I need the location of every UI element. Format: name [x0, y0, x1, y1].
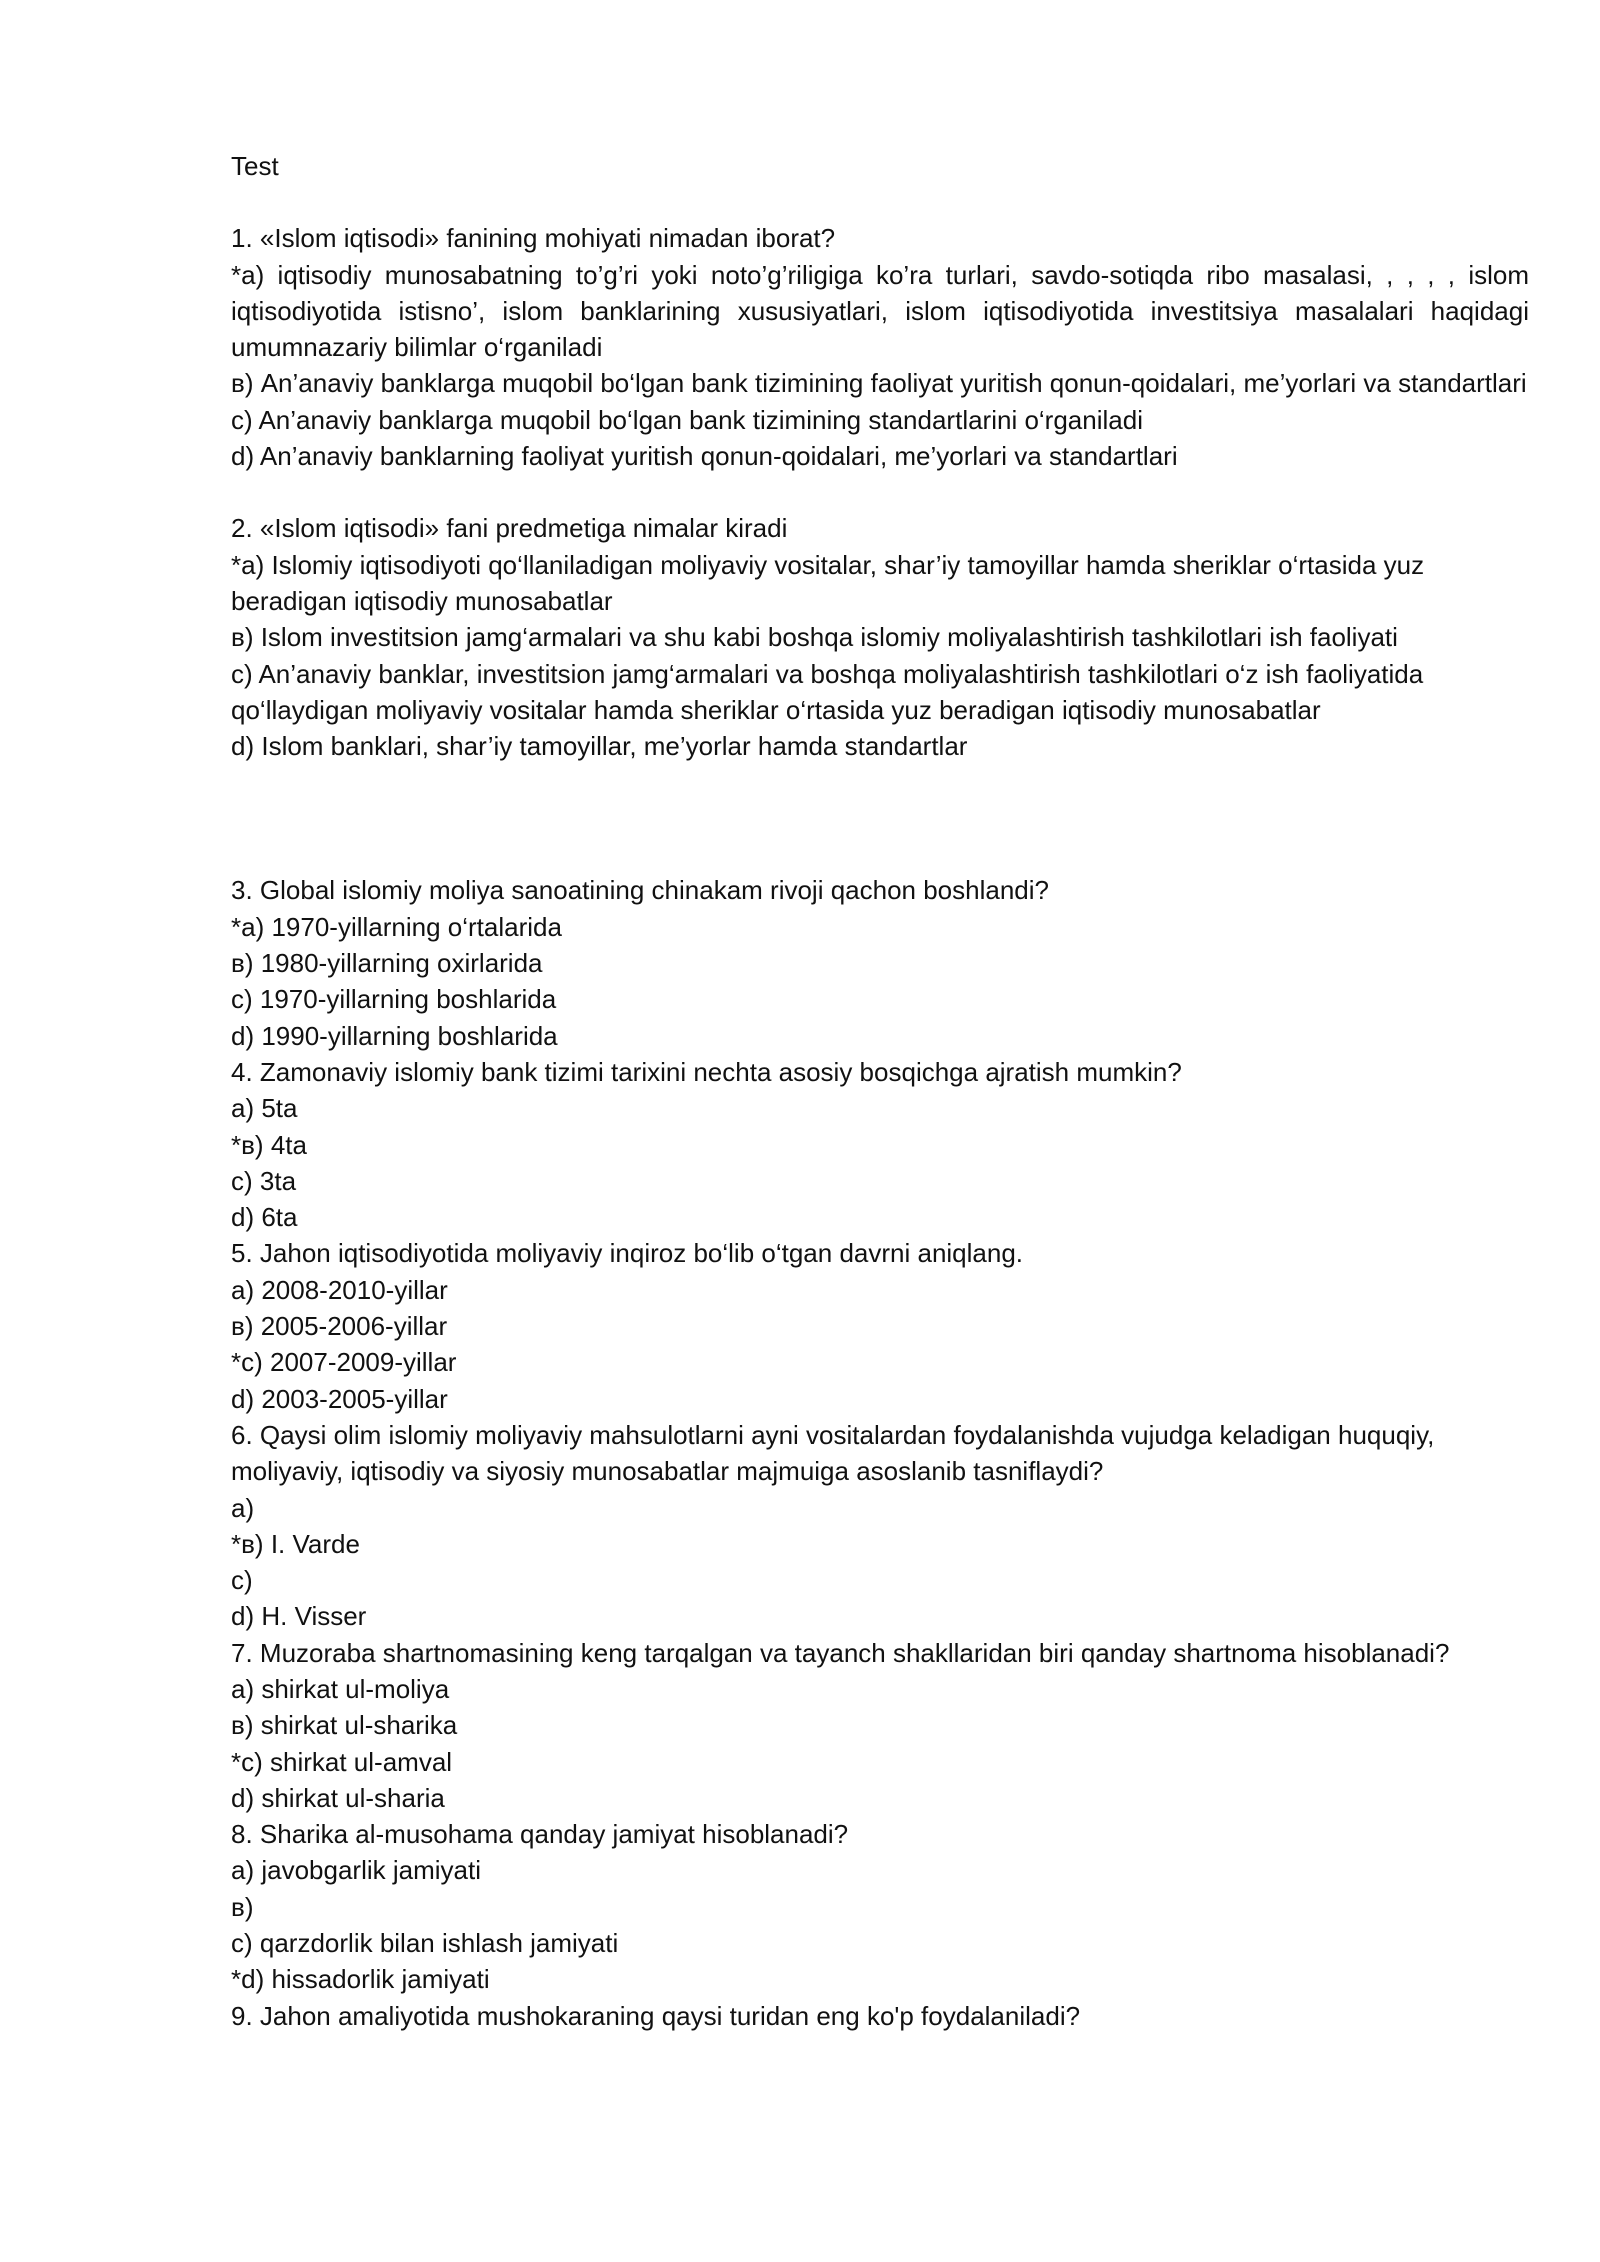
answer-b: в): [231, 1891, 254, 1922]
answer-b: в) 2005-2006-yillar: [231, 1311, 448, 1342]
question-text: 7. Muzoraba shartnomasining keng tarqalgan va tayanch shakllaridan biri qanday shartnoma hisoblanadi?: [231, 1637, 1450, 1668]
answer-b: в) shirkat ul-sharika: [231, 1710, 458, 1741]
question-6: [231, 1417, 1529, 1635]
answer-d: d) 6ta: [231, 1202, 298, 1233]
question-7: [231, 1635, 1529, 1816]
answer-c: c): [231, 1565, 253, 1596]
answer-a: a) javobgarlik jamiyati: [231, 1855, 481, 1886]
answer-a: a) 2008-2010-yillar: [231, 1274, 448, 1305]
question-text: 3. Global islomiy moliya sanoatining chinakam rivoji qachon boshlandi?: [231, 875, 1049, 906]
question-text: 9. Jahon amaliyotida mushokaraning qaysi turidan eng ko'p foydalaniladi?: [231, 2000, 1081, 2031]
question-1: [231, 220, 1529, 474]
question-9: [231, 1998, 1529, 2034]
document-title: Test: [231, 151, 279, 181]
answer-d: d) An’anaviy banklarning faoliyat yuritish qonun-qoidalari, me’yorlari va standartlari: [231, 441, 1178, 472]
answer-c: c) An’anaviy banklarga muqobil bo‘lgan bank tizimining standartlarini o‘rganiladi: [231, 404, 1143, 435]
question-4: [231, 1054, 1529, 1235]
document-page: [231, 148, 1529, 2034]
question-5: [231, 1235, 1529, 1416]
question-2: [231, 510, 1529, 764]
question-text: 5. Jahon iqtisodiyotida moliyaviy inqiroz bo‘lib o‘tgan davrni aniqlang.: [231, 1238, 1024, 1269]
answer-b: в) 1980-yillarning oxirlarida: [231, 948, 543, 979]
answer-a: *a) 1970-yillarning o‘rtalarida: [231, 911, 562, 942]
question-text: 6. Qaysi olim islomiy moliyaviy mahsulotlarni ayni vositalardan foydalanishda vujudga keladigan huquqiy, moliyaviy, iqtisodiy va siyosiy munosabatlar majmuiga asoslanib tasniflaydi?: [231, 1419, 1435, 1487]
answer-c: *c) shirkat ul-amval: [231, 1746, 453, 1777]
answer-c: c) qarzdorlik bilan ishlash jamiyati: [231, 1928, 619, 1959]
answer-a: a): [231, 1492, 255, 1523]
answer-c: c) An’anaviy banklar, investitsion jamg‘armalari va boshqa moliyalashtirish tashkilotlari o‘z ish faoliyatida qo‘llaydigan moliyaviy vositalar hamda sheriklar o‘rtasida yuz beradigan iqtisodiy munosabatlar: [231, 658, 1424, 725]
answer-b: в) An’anaviy banklarga muqobil bo‘lgan bank tizimining faoliyat yuritish qonun-qoidalari, me’yorlari va standartlari: [231, 368, 1527, 399]
answer-d: *d) hissadorlik jamiyati: [231, 1964, 490, 1995]
question-3: [231, 872, 1529, 1053]
answer-d: d) 2003-2005-yillar: [231, 1383, 448, 1414]
answer-b: *в) 4ta: [231, 1129, 307, 1160]
answer-a: a) shirkat ul-moliya: [231, 1673, 450, 1704]
question-text: 8. Sharika al-musohama qanday jamiyat hisoblanadi?: [231, 1819, 849, 1850]
answer-a: a) 5ta: [231, 1093, 298, 1124]
answer-d: d) shirkat ul-sharia: [231, 1782, 445, 1813]
question-8: [231, 1816, 1529, 1997]
answer-a: *a) Islomiy iqtisodiyoti qo‘llaniladigan moliyaviy vositalar, shar’iy tamoyillar hamda sheriklar o‘rtasida yuz beradigan iqtisodiy munosabatlar: [231, 549, 1425, 616]
question-text: 2. «Islom iqtisodi» fani predmetiga nimalar kiradi: [231, 513, 788, 544]
answer-c: *c) 2007-2009-yillar: [231, 1347, 457, 1378]
answer-c: c) 1970-yillarning boshlarida: [231, 984, 557, 1015]
question-text: 4. Zamonaviy islomiy bank tizimi tarixini nechta asosiy bosqichga ajratish mumkin?: [231, 1056, 1182, 1087]
answer-a: *a) iqtisodiy munosabatning to’g’ri yoki noto’g’riligiga ko’ra turlari, savdo-sotiqda ribo masalasi, , , , , islom iqtisodiyotida istisno’, islom banklarining xususiyatlari, islom iqtisodiyotida investitsiya masalalari haqidagi umumnazariy bilimlar o‘rganiladi: [231, 259, 1529, 363]
question-text: 1. «Islom iqtisodi» fanining mohiyati nimadan iborat?: [231, 223, 836, 254]
answer-b: *в) I. Varde: [231, 1528, 360, 1559]
answer-c: c) 3ta: [231, 1165, 297, 1196]
answer-d: d) Islom banklari, shar’iy tamoyillar, me’yorlar hamda standartlar: [231, 731, 968, 762]
answer-d: d) 1990-yillarning boshlarida: [231, 1020, 558, 1051]
answer-b: в) Islom investitsion jamg‘armalari va shu kabi boshqa islomiy moliyalashtirish tashkilotlari ish faoliyati: [231, 622, 1398, 653]
answer-d: d) H. Visser: [231, 1601, 367, 1632]
